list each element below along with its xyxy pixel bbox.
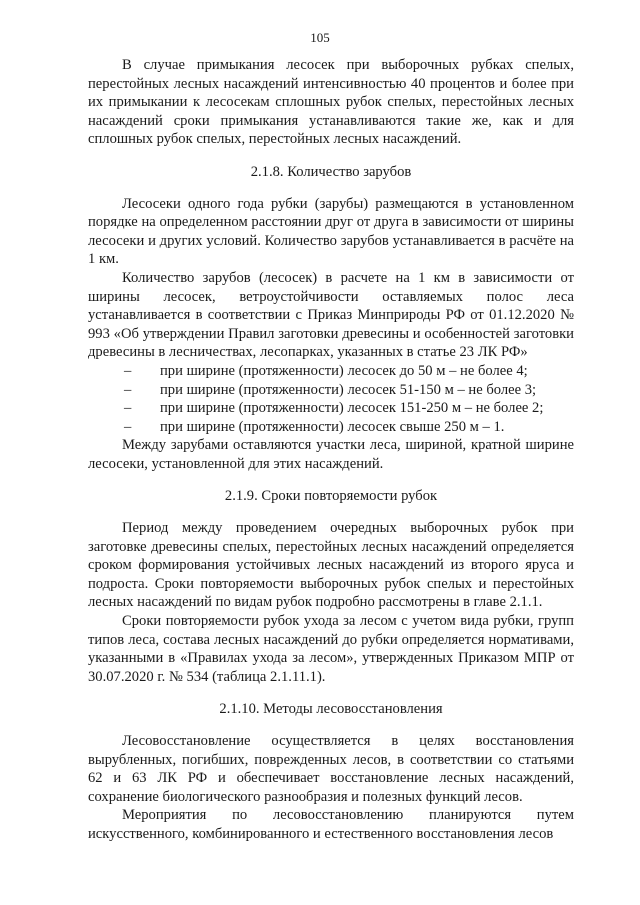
list-dash: –	[124, 381, 132, 398]
paragraph-strips-between-cuts: Между зарубами оставляются участки леса, шириной, кратной ширине лесосеки, установленной для этих насаждений.	[88, 437, 574, 472]
list-item	[88, 381, 574, 400]
paragraph-reforestation-methods: Мероприятия по лесовосстановлению планируются путем искусственного, комбинированного и естественного восстановления лесов	[88, 807, 574, 842]
paragraph-adjacency: В случае примыкания лесосек при выборочных рубках спелых, перестойных лесных насаждений интенсивностью 40 процентов и более при их примыкании к лесосекам сплошных рубок спелых, перестойных лесных насаждений сроки примыкания устанавливаются такие же, как и для сплошных рубок спелых, перестойных лесных насаждений.	[88, 57, 574, 148]
list-dash: –	[124, 400, 132, 417]
page-number: 105	[310, 30, 330, 45]
list-item-text: при ширине (протяженности) лесосек 51-150 м – не более 3;	[160, 381, 537, 398]
page-content	[88, 56, 574, 844]
list-dash: –	[124, 362, 132, 379]
list-item	[88, 418, 574, 437]
paragraph-reforestation-purpose: Лесовосстановление осуществляется в целях восстановления вырубленных, погибших, поврежденных лесов, в соответствии со статьями 62 и 63 ЛК РФ и обеспечивает восстановление лесных насаждений, сохранение биологического разнообразия и полезных функций лесов.	[88, 733, 574, 805]
width-limits-list	[88, 362, 574, 436]
list-item-text: при ширине (протяженности) лесосек свыше 250 м – 1.	[160, 418, 505, 435]
list-dash: –	[124, 418, 132, 435]
paragraph-care-period: Сроки повторяемости рубок ухода за лесом с учетом вида рубки, групп типов леса, состава лесных насаждений до рубки определяется нормативами, указанными в «Правилах ухода за лесом», утвержденных Приказом МПР от 30.07.2020 г. № 534 (таблица 2.1.11.1).	[88, 613, 574, 685]
section-heading-cut-count: 2.1.8. Количество зарубов	[250, 163, 412, 180]
paragraph-cut-placement: Лесосеки одного года рубки (зарубы) размещаются в установленном порядке на определенном расстоянии друг от друга в зависимости от ширины лесосеки и других условий. Количество зарубов устанавливается в расчёте на 1 км.	[88, 195, 574, 268]
list-item-text: при ширине (протяженности) лесосек до 50 м – не более 4;	[160, 362, 528, 379]
list-item	[88, 399, 574, 418]
paragraph-cut-count-rule: Количество зарубов (лесосек) в расчете на 1 км в зависимости от ширины лесосек, ветроустойчивости оставляемых полос леса устанавливается в соответствии с Приказ Минприроды РФ от 01.12.2020 № 993 «Об утверждении Правил заготовки древесины и особенностей заготовки древесины в лесничествах, лесопарках, указанных в статье 23 ЛК РФ»	[88, 269, 574, 361]
list-item-text: при ширине (протяженности) лесосек 151-250 м – не более 2;	[160, 400, 544, 417]
section-heading-reforestation: 2.1.10. Методы лесовосстановления	[219, 701, 443, 718]
paragraph-selective-period: Период между проведением очередных выборочных рубок при заготовке древесины спелых, перестойных лесных насаждений определяется сроком формирования устойчивых леcных насаждений из второго яруса и подроста. Сроки повторяемости выборочных рубок спелых и перестойных лесных насаждений по видам рубок подробно рассмотрены в главе 2.1.1.	[88, 520, 574, 611]
list-item	[88, 362, 574, 381]
section-heading-repeat-period: 2.1.9. Сроки повторяемости рубок	[224, 488, 438, 505]
